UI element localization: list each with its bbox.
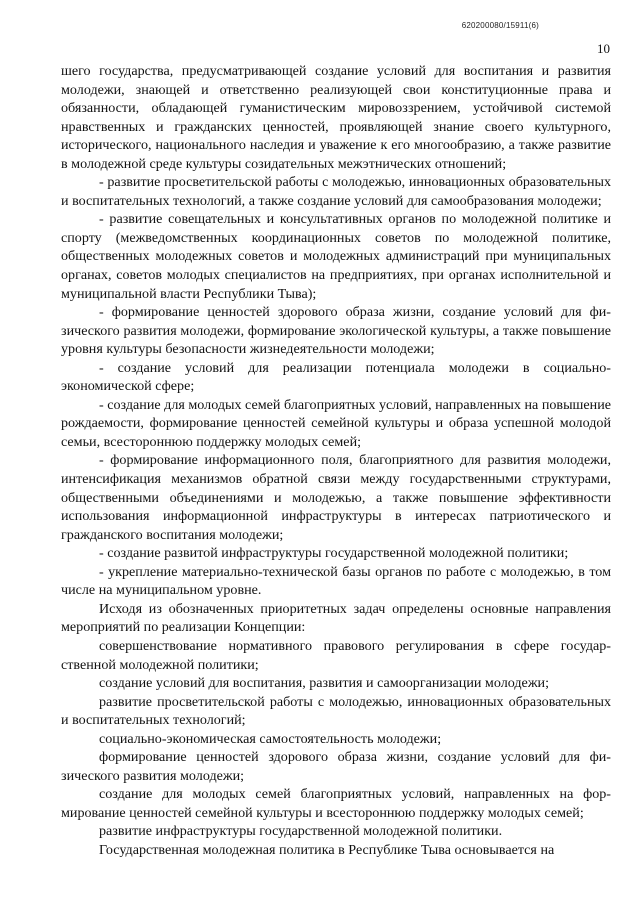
list-item: - формирование информационного поля, благоприятного для развития молодежи, интенсификация механизмов обратной связи между государственными структурами, общественными объединениями и молодежью, а также повышение эффективности использования информационной инфраструктуры в интересах патриотического и гражданского воспитания молодежи; [61,452,611,543]
list-item: - формирование ценностей здорового образа жизни, создание условий для физического развития молодежи, формирование экологической культуры, а также повышение уровня культуры безопасности жизнедеятельности молодежи; [61,304,611,358]
list-item: - создание для молодых семей благоприятных условий, направленных на повышение рождаемости, формирование ценностей семейной культуры и образа успешной молодой семьи, всестороннюю поддержку молодых семей; [61,396,611,450]
list-item: - укрепление материально-технической базы органов по работе с молодежью, в том числе на муниципальном уровне. [61,563,611,599]
direction-item: развитие инфраструктуры государственной молодежной политики. [99,823,503,840]
direction-item: создание для молодых семей благоприятных условий, направленных на формирование ценностей семейной культуры и всестороннюю поддержку молодых семей; [61,786,611,821]
direction-item: развитие просветительской работы с молодежью, инновационных образовательных и воспитательных технологий; [61,693,611,729]
list-item: - создание условий для реализации потенциала молодежи в социально-экономической сфере; [61,359,611,395]
page-number: 10 [597,41,610,56]
direction-item: совершенствование нормативного правового регулирования в сфере государственной молодежной политики; [61,637,611,673]
document-registration-number: 620200080/15911(6) [461,21,539,30]
document-body [61,62,611,860]
list-item: - создание развитой инфраструктуры государственной молодежной политики; [99,545,569,562]
paragraph: Исходя из обозначенных приоритетных задач определены основные направления мероприятий по реализации Концепции: [61,600,611,636]
paragraph: шего государства, предусматривающей создание условий для воспитания и развития молодежи, знающей и ответственно реализующей свои конституционные права и обязанности, обладающей гуманистическим мировоззрением, устойчивой системой нравственных и гражданских ценностей, проявляющей знание своего культурного, исторического, национального наследия и уважение к его многообразию, а также развитие в молодежной среде культуры созидательных межэтнических отношений; [61,63,611,172]
list-item: - развитие совещательных и консультативных органов по молодежной политике и спорту (межведомственных координационных советов по молодежной политике, общественных молодежных советов и молодежных администраций при муниципальных органах, советов молодых специалистов на предприятиях, при органах исполнительной и муниципальной власти Республики Тыва); [61,211,611,302]
list-item: - развитие просветительской работы с молодежью, инновационных образовательных и воспитательных технологий, а также создание условий для самообразования молодежи; [61,174,611,209]
direction-item: социально-экономическая самостоятельность молодежи; [99,730,442,747]
direction-item: создание условий для воспитания, развития и самоорганизации молодежи; [99,675,550,692]
direction-item: формирование ценностей здорового образа жизни, создание условий для физического развития молодежи; [61,749,611,784]
paragraph: Государственная молодежная политика в Республике Тыва основывается на [99,841,555,858]
